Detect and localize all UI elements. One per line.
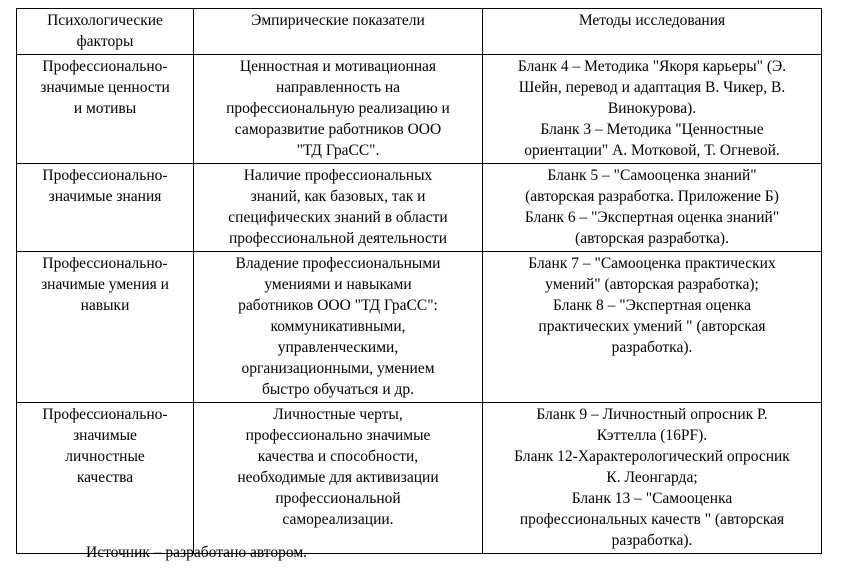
cell-text: организационными, умением (241, 360, 435, 377)
cell-text: качества и способности, (257, 448, 419, 465)
cell-text: значимые умения и (41, 276, 169, 293)
cell-text: быстро обучаться и др. (262, 381, 414, 398)
header-text: Методы исследования (578, 12, 726, 29)
cell-text: значимые (73, 427, 137, 444)
cell-text: Кэттелла (16PF). (596, 427, 708, 444)
method-cell (483, 252, 822, 403)
cell-text: Бланк 4 – Методика "Якоря карьеры" (Э. (517, 58, 787, 75)
table-row (17, 164, 822, 252)
cell-text: специфических знаний в области (228, 209, 448, 226)
cell-text: Профессионально- (42, 255, 168, 272)
header-factors (17, 9, 194, 55)
cell-text: разработка). (611, 532, 693, 549)
cell-text: ориентации" А. Мотковой, Т. Огневой. (524, 142, 780, 159)
cell-text: Бланк 8 – "Экспертная оценка (553, 297, 751, 314)
cell-text: Профессионально- (42, 406, 168, 423)
cell-text: необходимые для активизации (237, 469, 439, 486)
cell-text: Профессионально- (42, 58, 168, 75)
table-row (17, 403, 822, 554)
cell-text: коммуникативными, (270, 318, 406, 335)
cell-text: Бланк 6 – "Экспертная оценка знаний" (524, 209, 780, 226)
cell-text: "ТД ГраСС". (296, 142, 380, 159)
cell-text: управленческими, (277, 339, 399, 356)
indicator-cell (194, 164, 483, 252)
cell-text: разработка). (611, 339, 693, 356)
header-methods (483, 9, 822, 55)
factor-cell (17, 252, 194, 403)
cell-text: Владение профессиональными (235, 255, 441, 272)
method-cell (483, 164, 822, 252)
cell-text: Бланк 7 – "Самооценка практических (528, 255, 776, 272)
cell-text: Бланк 5 – "Самооценка знаний" (547, 167, 757, 184)
cell-text: (авторская разработка). (575, 230, 729, 247)
factor-cell (17, 403, 194, 554)
header-indicators (194, 9, 483, 55)
cell-text: Шейн, перевод и адаптация В. Чикер, В. (518, 79, 786, 96)
table-header-row (17, 9, 822, 55)
indicator-cell (194, 252, 483, 403)
cell-text: профессионально значимые (245, 427, 431, 444)
cell-text: Бланк 9 – Личностный опросник Р. (536, 406, 768, 423)
cell-text: работников ООО "ТД ГраСС": (238, 297, 438, 314)
cell-text: личностные (65, 448, 145, 465)
cell-text: (авторская разработка. Приложение Б) (525, 188, 779, 205)
cell-text: Наличие профессиональных (243, 167, 433, 184)
cell-text: Личностные черты, (273, 406, 403, 423)
header-text: Психологические (47, 12, 163, 29)
cell-text: навыки (80, 297, 130, 314)
cell-text: значимые знания (48, 188, 162, 205)
cell-text: профессиональной (275, 490, 401, 507)
cell-text: практических умений " (авторская (538, 318, 766, 335)
table-row (17, 252, 822, 403)
method-cell (483, 403, 822, 554)
cell-text: Ценностная и мотивационная (239, 58, 437, 75)
research-methods-table (16, 8, 822, 554)
cell-text: и мотивы (73, 100, 137, 117)
source-note: Источник – разработано автором. (86, 544, 308, 561)
cell-text: умений" (авторская разработка); (545, 276, 759, 293)
cell-text: Бланк 12-Характерологический опросник (514, 448, 790, 465)
factor-cell (17, 164, 194, 252)
factor-cell (17, 55, 194, 164)
indicator-cell (194, 403, 483, 554)
cell-text: профессиональную реализацию и (226, 100, 450, 117)
table-row (17, 55, 822, 164)
cell-text: профессиональной деятельности (229, 230, 447, 247)
cell-text: направленность на (275, 79, 401, 96)
cell-text: умениями и навыками (264, 276, 412, 293)
cell-text: профессиональных качеств " (авторская (519, 511, 785, 528)
cell-text: К. Леонгарда; (606, 469, 698, 486)
cell-text: знаний, как базовых, так и (250, 188, 426, 205)
cell-text: значимые ценности (40, 79, 170, 96)
cell-text: Бланк 13 – "Самооценка (571, 490, 733, 507)
cell-text: самореализации. (282, 511, 394, 528)
header-text: Эмпирические показатели (251, 12, 425, 29)
header-text: факторы (76, 33, 134, 50)
cell-text: Профессионально- (42, 167, 168, 184)
method-cell (483, 55, 822, 164)
cell-text: Бланк 3 – Методика "Ценностные (540, 121, 764, 138)
cell-text: саморазвитие работников ООО (234, 121, 442, 138)
cell-text: Винокурова). (607, 100, 697, 117)
cell-text: качества (76, 469, 134, 486)
indicator-cell (194, 55, 483, 164)
